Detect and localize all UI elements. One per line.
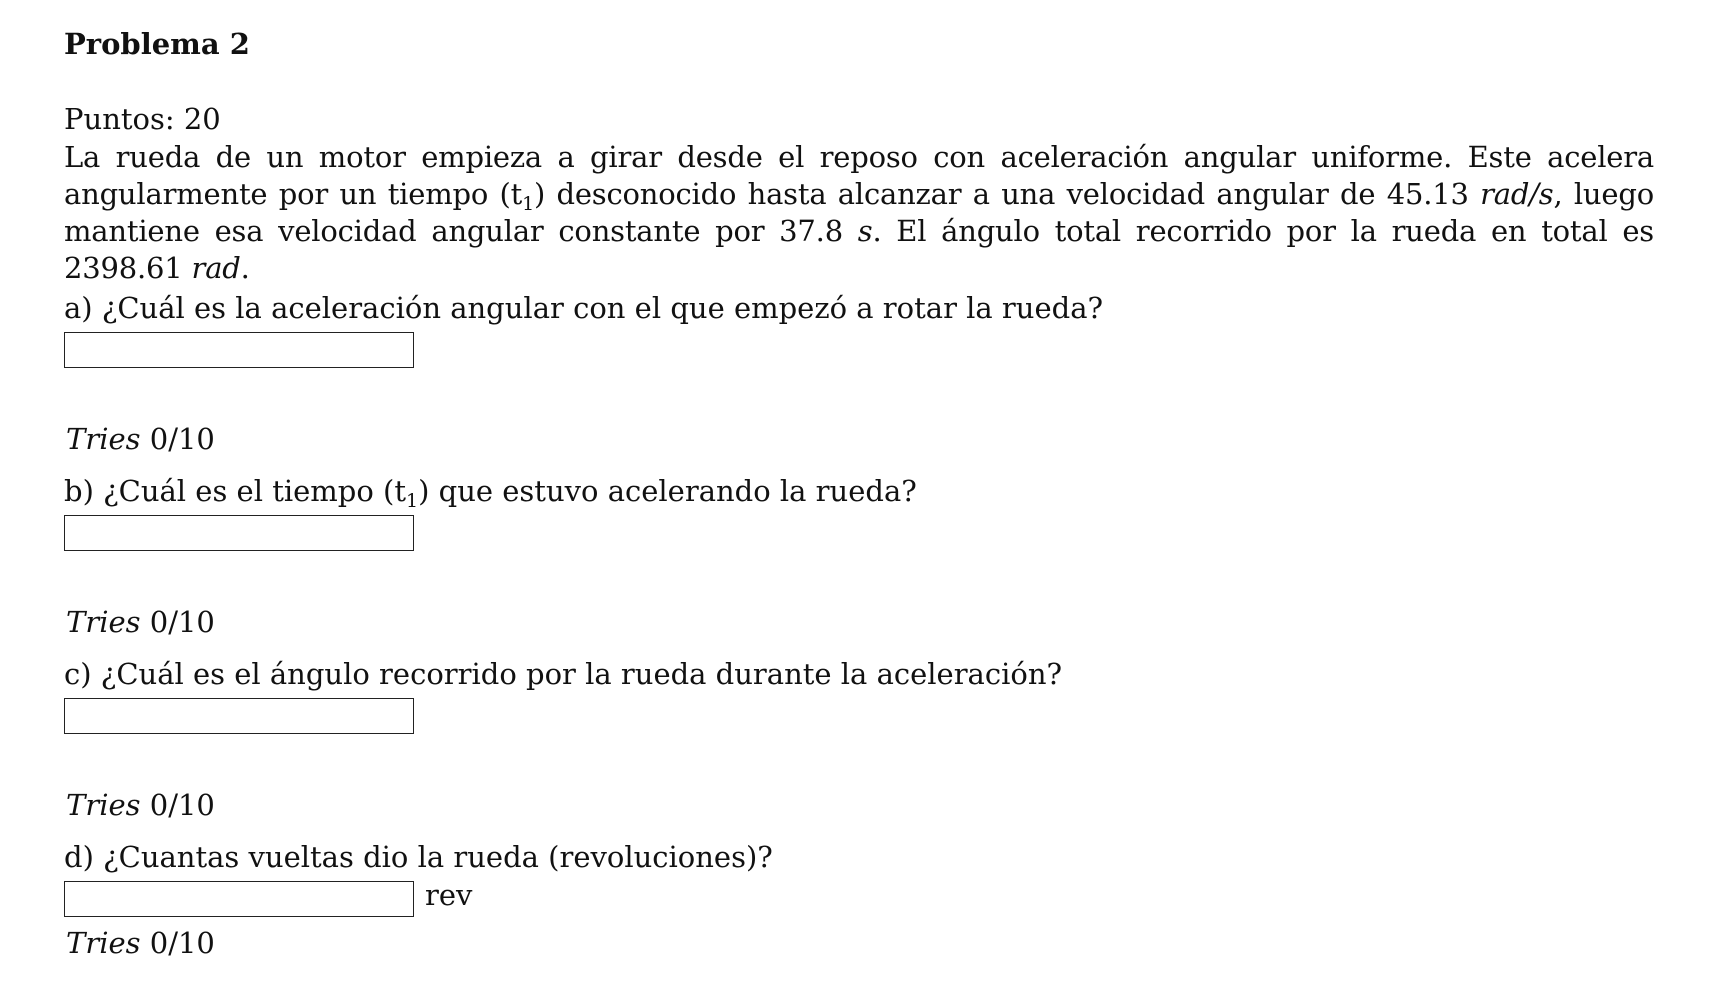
answer-c-input[interactable] <box>64 698 414 734</box>
unit-time: s <box>857 214 873 248</box>
question-b-text-post: ) que estuvo acelerando la rueda? <box>418 474 917 508</box>
tries-a-label: Tries <box>66 422 141 456</box>
tries-c-label: Tries <box>66 788 141 822</box>
tries-a <box>66 421 215 457</box>
tries-c-count: 0/10 <box>149 788 215 822</box>
statement-subscript: 1 <box>522 193 534 215</box>
statement-text-4: . El ángulo total recorrido por la rueda en total es 2398.61 <box>64 214 1654 285</box>
problem-statement <box>64 139 1654 287</box>
tries-d <box>66 925 215 961</box>
tries-d-count: 0/10 <box>149 926 215 960</box>
question-d-text: d) ¿Cuantas vueltas dio la rueda (revoluciones)? <box>64 840 773 874</box>
statement-text-2: ) desconocido hasta alcanzar a una velocidad angular de 45.13 <box>533 177 1481 211</box>
tries-c <box>66 787 215 823</box>
unit-velocity: rad/s <box>1480 177 1554 211</box>
answer-d-input[interactable] <box>64 881 414 917</box>
tries-b-count: 0/10 <box>149 605 215 639</box>
statement-text-3: , luego mantiene esa velocidad angular constante por 37.8 <box>64 177 1654 248</box>
question-a-text: a) ¿Cuál es la aceleración angular con el que empezó a rotar la rueda? <box>64 291 1104 325</box>
question-b-subscript: 1 <box>406 490 419 512</box>
question-b-text <box>64 473 917 512</box>
question-c-text: c) ¿Cuál es el ángulo recorrido por la rueda durante la aceleración? <box>64 657 1063 691</box>
tries-d-label: Tries <box>66 926 141 960</box>
statement-text-1: La rueda de un motor empieza a girar desde el reposo con aceleración angular uniforme. Este acelera angularmente por un tiempo (t <box>64 140 1654 211</box>
points-label: Puntos: 20 <box>64 102 221 136</box>
problem-title: Problema 2 <box>64 27 250 61</box>
tries-b <box>66 604 215 640</box>
tries-b-label: Tries <box>66 605 141 639</box>
answer-d-unit: rev <box>425 878 473 912</box>
question-b-text-pre: b) ¿Cuál es el tiempo (t <box>64 474 407 508</box>
answer-b-input[interactable] <box>64 515 414 551</box>
statement-text-5: . <box>240 251 250 285</box>
answer-a-input[interactable] <box>64 332 414 368</box>
tries-a-count: 0/10 <box>149 422 215 456</box>
unit-angle: rad <box>191 251 241 285</box>
